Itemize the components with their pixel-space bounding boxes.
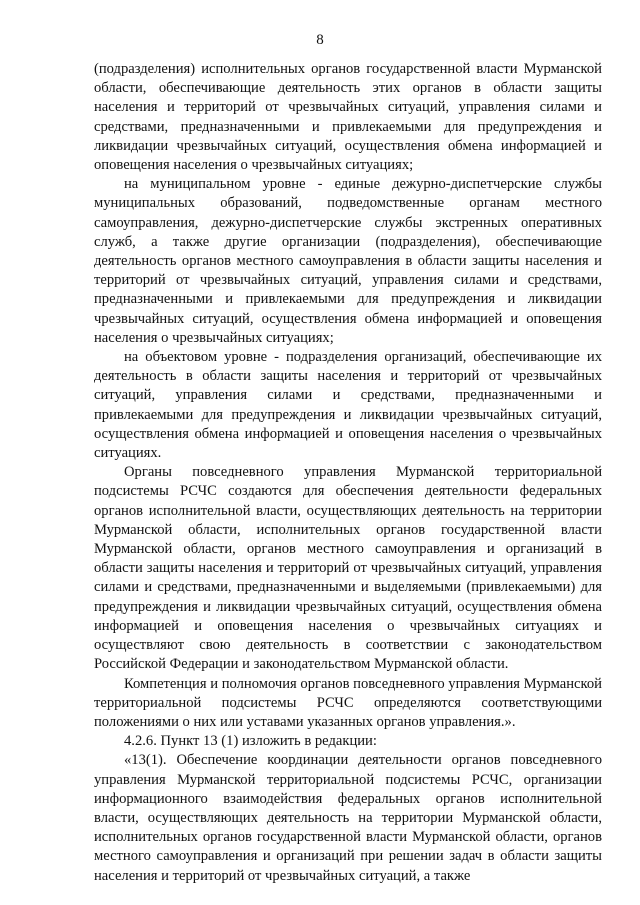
paragraph-amendment-heading: 4.2.6. Пункт 13 (1) изложить в редакции:	[124, 733, 377, 750]
paragraph-daily-management-bodies: Органы повседневного управления Мурманской территориальной подсистемы РСЧС создаются для обеспечения деятельности федеральных органов исполнительной власти, осуществляющих деятельность на территории Мурманской области, исполнительных органов государственной власти Мурманской области, органов местного самоуправления и организаций в области защиты населения и территорий от чрезвычайных ситуаций, управления силами и средствами, предназначенными и выделяемыми (привлекаемыми) для предупреждения и ликвидации чрезвычайных ситуаций, осуществления обмена информацией и оповещения населения о чрезвычайных ситуациях и осуществляют свою деятельность в соответствии с законодательством Российской Федерации и законодательством Мурманской области.	[94, 464, 602, 673]
paragraph-competence: Компетенция и полномочия органов повседневного управления Мурманской территориальной подсистемы РСЧС определяются соответствующими положениями о них или уставами указанных органов управления.».	[94, 675, 602, 730]
paragraph-amendment-text: «13(1). Обеспечение координации деятельности органов повседневного управления Мурманской территориальной подсистемы РСЧС, организации информационного взаимодействия федеральных органов исполнительной власти, осуществляющих деятельность на территории Мурманской области, исполнительных органов государственной власти Мурманской области, органов местного самоуправления и организаций при решении задач в области защиты населения и территорий от чрезвычайных ситуаций, а также	[94, 752, 602, 884]
document-body	[94, 60, 602, 886]
paragraph-continuation: (подразделения) исполнительных органов государственной власти Мурманской области, обеспечивающие деятельность этих органов в области защиты населения и территорий от чрезвычайных ситуаций, управления силами и средствами, предназначенными и привлекаемыми для предупреждения и ликвидации чрезвычайных ситуаций, осуществления обмена информацией и оповещения населения о чрезвычайных ситуациях;	[94, 61, 602, 174]
paragraph-object-level: на объектовом уровне - подразделения организаций, обеспечивающие их деятельность в области защиты населения и территорий от чрезвычайных ситуаций, управления силами и средствами, предназначенными и привлекаемыми для предупреждения и ликвидации чрезвычайных ситуаций, осуществления обмена информацией и оповещения населения о чрезвычайных ситуациях.	[94, 349, 602, 462]
paragraph-municipal-level: на муниципальном уровне - единые дежурно-диспетчерские службы муниципальных образований, подведомственные органам местного самоуправления, дежурно-диспетчерские службы экстренных оперативных служб, а также другие организации (подразделения), обеспечивающие деятельность органов местного самоуправления в области защиты населения и территорий от чрезвычайных ситуаций, управления силами и средствами, предназначенными и привлекаемыми для предупреждения и ликвидации чрезвычайных ситуаций, осуществления обмена информацией и оповещения населения о чрезвычайных ситуациях;	[94, 176, 602, 346]
page-number: 8	[316, 32, 324, 48]
